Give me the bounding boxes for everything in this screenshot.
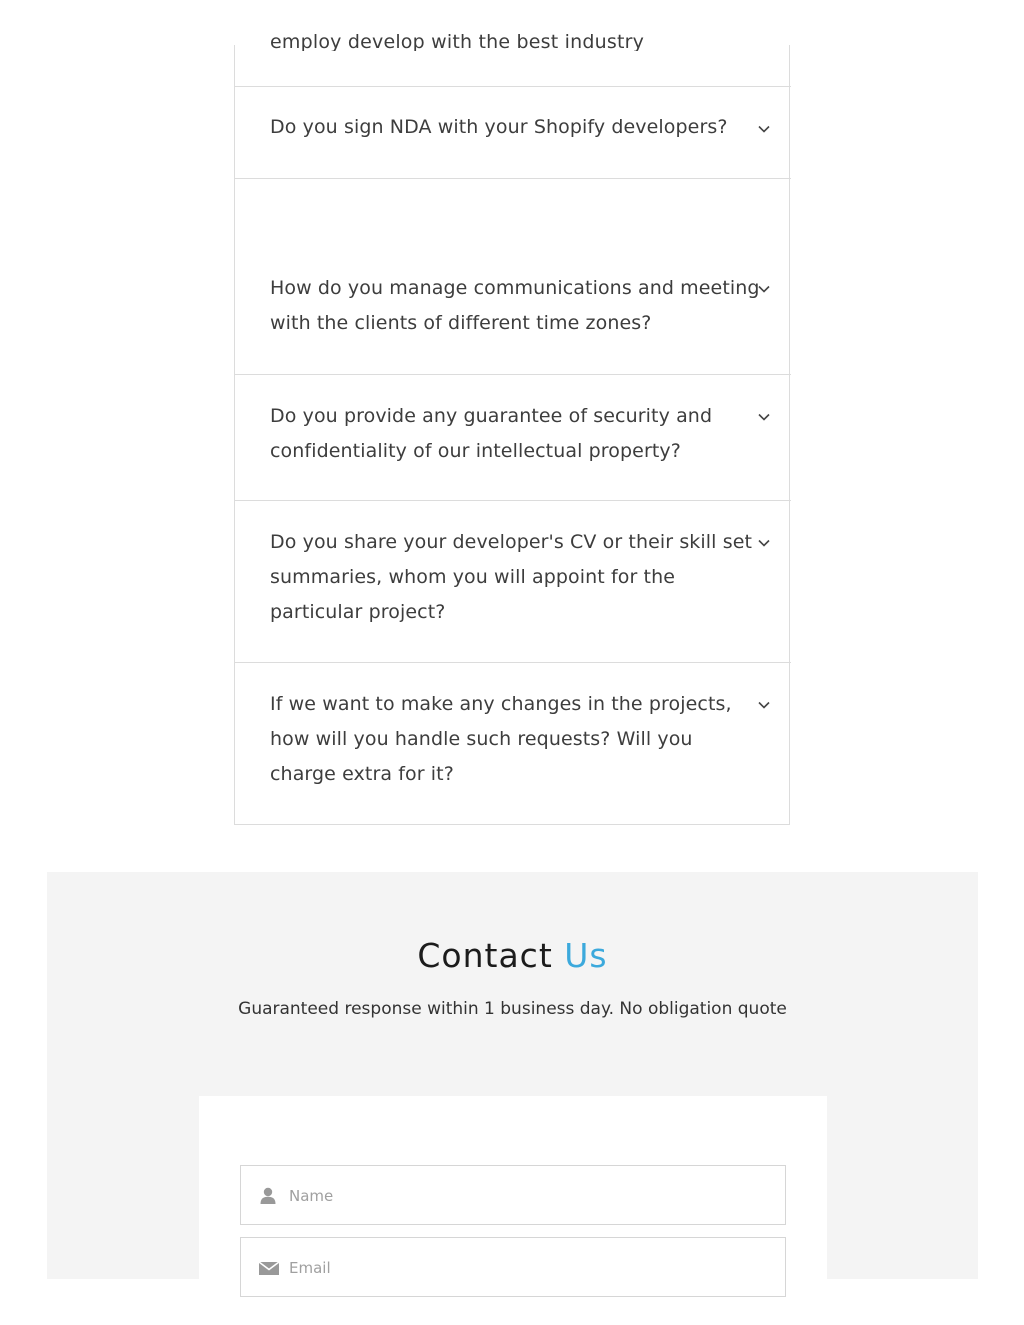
- faq-accordion: [234, 31, 790, 825]
- faq-question: Do you sign NDA with your Shopify developers?: [270, 116, 728, 138]
- name-field[interactable]: [240, 1165, 786, 1225]
- faq-item-time-zones[interactable]: [235, 178, 791, 374]
- faq-item-nda[interactable]: [235, 86, 791, 178]
- chevron-down-icon[interactable]: [758, 411, 770, 423]
- faq-item-project-changes[interactable]: [235, 662, 791, 824]
- faq-question: How do you manage communications and meeting with the clients of different time zones?: [270, 277, 760, 334]
- contact-title-main: Contact: [417, 936, 553, 975]
- user-icon: [258, 1186, 278, 1206]
- chevron-down-icon[interactable]: [758, 123, 770, 135]
- contact-section: [47, 872, 978, 1279]
- faq-previous-answer-text: employ develop with the best industry: [270, 31, 645, 51]
- faq-question: Do you provide any guarantee of security and confidentiality of our intellectual property?: [270, 405, 713, 462]
- contact-subtitle: Guaranteed response within 1 business day. No obligation quote: [238, 999, 787, 1019]
- email-input[interactable]: [287, 1238, 771, 1298]
- contact-form: [199, 1096, 827, 1279]
- chevron-down-icon[interactable]: [758, 699, 770, 711]
- contact-title-accent: Us: [564, 936, 608, 975]
- faq-item-developer-cv[interactable]: [235, 500, 791, 662]
- chevron-down-icon[interactable]: [758, 283, 770, 295]
- email-field[interactable]: [240, 1237, 786, 1297]
- chevron-down-icon[interactable]: [758, 537, 770, 549]
- contact-title: [47, 936, 978, 975]
- faq-item-security[interactable]: [235, 374, 791, 500]
- envelope-icon: [258, 1258, 278, 1278]
- name-input[interactable]: [287, 1166, 771, 1226]
- faq-question: If we want to make any changes in the projects, how will you handle such requests? Will you charge extra for it?: [270, 693, 732, 785]
- faq-question: Do you share your developer's CV or their skill set summaries, whom you will appoint for the particular project?: [270, 531, 753, 623]
